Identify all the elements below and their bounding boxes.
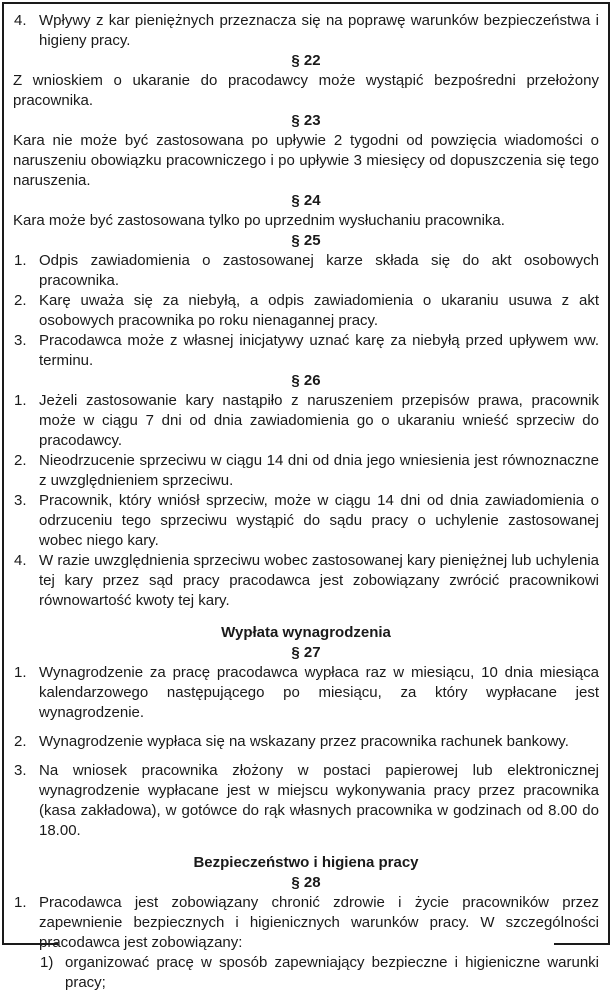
list-item-number: 1. [14,252,27,269]
list-item-text: Wpływy z kar pieniężnych przeznacza się na poprawę warunków bezpieczeństwa i higieny pracy. [39,12,599,49]
list-item-text: Pracodawca jest zobowiązany chronić zdrowie i życie pracowników przez zapewnienie bezpiecznych i higienicznych warunków pracy. W szczególności pracodawca jest zobowiązany: [39,894,599,951]
list-item-number: 4. [14,552,27,569]
list-item [13,251,599,291]
list-item-text: Karę uważa się za niebyłą, a odpis zawiadomienia o ukaraniu usuwa z akt osobowych pracownika po roku nienagannej pracy. [39,292,599,329]
list-item-text: Wynagrodzenie za pracę pracodawca wypłaca raz w miesiącu, 10 dnia miesiąca kalendarzowego następującego po miesiącu, za który wypłacane jest wynagrodzenie. [39,664,599,721]
paragraph-heading-25: § 25 [291,232,321,249]
list-item-number: 2. [14,733,27,750]
section-title-bezpieczenstwo-i-higiena-pracy: Bezpieczeństwo i higiena pracy [193,854,419,871]
list-item [13,451,599,491]
list-item [13,291,599,331]
list-item [13,391,599,451]
list-item [13,491,599,551]
paragraph-heading-22: § 22 [291,52,321,69]
list-item-text: Nieodrzucenie sprzeciwu w ciągu 14 dni od dnia jego wniesienia jest równoznaczne z uwzględnieniem sprzeciwu. [39,452,599,489]
list-item-number: 3. [14,492,27,509]
paragraph-text: Kara może być zastosowana tylko po uprzednim wysłuchaniu pracownika. [13,212,505,229]
sub-list-item-text: organizować pracę w sposób zapewniający bezpieczne i higieniczne warunki pracy; [65,954,599,991]
list-item-number: 1. [14,392,27,409]
list-item [13,331,599,371]
paragraph-heading-27: § 27 [291,644,321,661]
list-item-text: Odpis zawiadomienia o zastosowanej karze składa się do akt osobowych pracownika. [39,252,599,289]
document-body [13,11,599,993]
section-title-wyplata-wynagrodzenia: Wypłata wynagrodzenia [221,624,391,641]
list-item-text: W razie uwzględnienia sprzeciwu wobec zastosowanej kary pieniężnej lub uchylenia tej kary przez sąd pracy pracodawca jest zobowiązany zwrócić pracownikowi równowartość kwoty tej kary. [39,552,599,609]
paragraph-heading-24: § 24 [291,192,321,209]
sub-list-item [39,953,599,993]
list-item-number: 2. [14,292,27,309]
paragraph-heading-23: § 23 [291,112,321,129]
list-item [13,761,599,841]
list-item-text: Pracodawca może z własnej inicjatywy uznać karę za niebyłą przed upływem ww. terminu. [39,332,599,369]
list-item [13,551,599,611]
list-item-text: Wynagrodzenie wypłaca się na wskazany przez pracownika rachunek bankowy. [39,733,569,750]
list-item-text: Jeżeli zastosowanie kary nastąpiło z naruszeniem przepisów prawa, pracownik może w ciągu 7 dni od dnia zawiadomienia go o ukaraniu wnieść sprzeciw do pracodawcy. [39,392,599,449]
list-item-text: Pracownik, który wniósł sprzeciw, może w ciągu 14 dni od dnia zawiadomienia o odrzuceniu tego sprzeciwu wystąpić do sądu pracy o uchylenie zastosowanej wobec niego kary. [39,492,599,549]
paragraph-heading-28: § 28 [291,874,321,891]
list-item [13,11,599,51]
list-item-number: 2. [14,452,27,469]
paragraph-heading-26: § 26 [291,372,321,389]
paragraph-text: Kara nie może być zastosowana po upływie 2 tygodni od powzięcia wiadomości o naruszeniu obowiązku pracowniczego i po upływie 3 miesięcy od dopuszczenia się tego naruszenia. [13,132,599,189]
list-item [13,732,599,752]
paragraph-text: Z wnioskiem o ukaranie do pracodawcy może wystąpić bezpośredni przełożony pracownika. [13,72,599,109]
list-item-number: 1. [14,894,27,911]
list-item [13,893,599,953]
list-item-number: 3. [14,762,27,779]
list-item-number: 1. [14,664,27,681]
list-item-number: 3. [14,332,27,349]
sub-list-item-number: 1) [40,954,54,971]
list-item-number: 4. [14,12,27,29]
list-item [13,663,599,723]
list-item-text: Na wniosek pracownika złożony w postaci papierowej lub elektronicznej wynagrodzenie wypłacane jest w miejscu wykonywania pracy przez pracownika (kasa zakładowa), w gotówce do rąk własnych pracownika w godzinach od 8.00 do 18.00. [39,762,599,839]
